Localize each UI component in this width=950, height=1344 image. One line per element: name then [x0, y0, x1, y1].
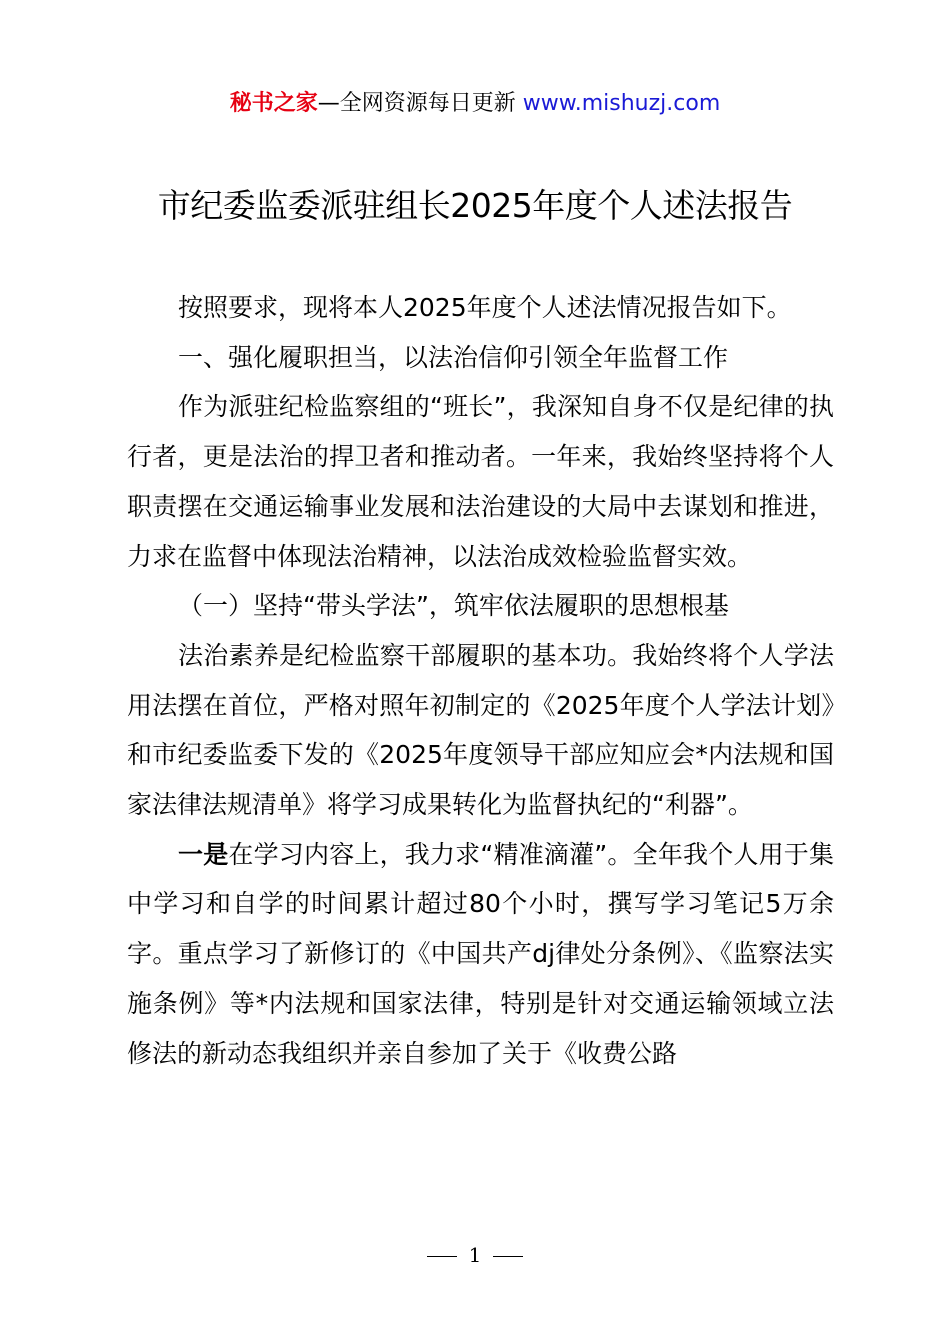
site-url-link[interactable]: www.mishuzj.com	[522, 91, 721, 116]
document-title: 市纪委监委派驻组长2025年度个人述法报告	[157, 186, 793, 225]
body-paragraph-with-lead	[127, 830, 834, 1079]
body-paragraph: 法治素养是纪检监察干部履职的基本功。我始终将个人学法用法摆在首位，严格对照年初制定的《2025年度个人学法计划》和市纪委监委下发的《2025年度领导干部应知应会*内法规和国家法律法规清单》将学习成果转化为监督执纪的“利器”。	[127, 640, 834, 820]
site-tagline: —全网资源每日更新	[317, 91, 516, 116]
document-body	[127, 283, 834, 1078]
intro-paragraph: 按照要求，现将本人2025年度个人述法情况报告如下。	[178, 293, 792, 322]
page-dash-left	[427, 1256, 457, 1257]
site-header	[0, 88, 950, 120]
page-number: 1	[468, 1243, 482, 1267]
body-paragraph: 作为派驻纪检监察组的“班长”，我深知自身不仅是纪律的执行者，更是法治的捍卫者和推动者。一年来，我始终坚持将个人职责摆在交通运输事业发展和法治建设的大局中去谋划和推进，力求在监督中体现法治精神，以法治成效检验监督实效。	[127, 392, 834, 571]
paragraph-text: 在学习内容上，我力求“精准滴灌”。全年我个人用于集中学习和自学的时间累计超过80个小时，撰写学习笔记5万余字。重点学习了新修订的《中国共产dj律处分条例》、《监察法实施条例》等*内法规和国家法律，特别是针对交通运输领域立法修法的新动态我组织并亲自参加了关于《收费公路	[127, 839, 834, 1068]
paragraph-lead: 一是	[178, 839, 229, 869]
subsection-heading-1: （一）坚持“带头学法”，筑牢依法履职的思想根基	[178, 591, 729, 621]
page-dash-right	[493, 1256, 523, 1257]
site-brand: 秘书之家	[229, 91, 318, 116]
page-footer	[0, 1241, 950, 1269]
section-heading-1: 一、强化履职担当，以法治信仰引领全年监督工作	[178, 342, 729, 372]
